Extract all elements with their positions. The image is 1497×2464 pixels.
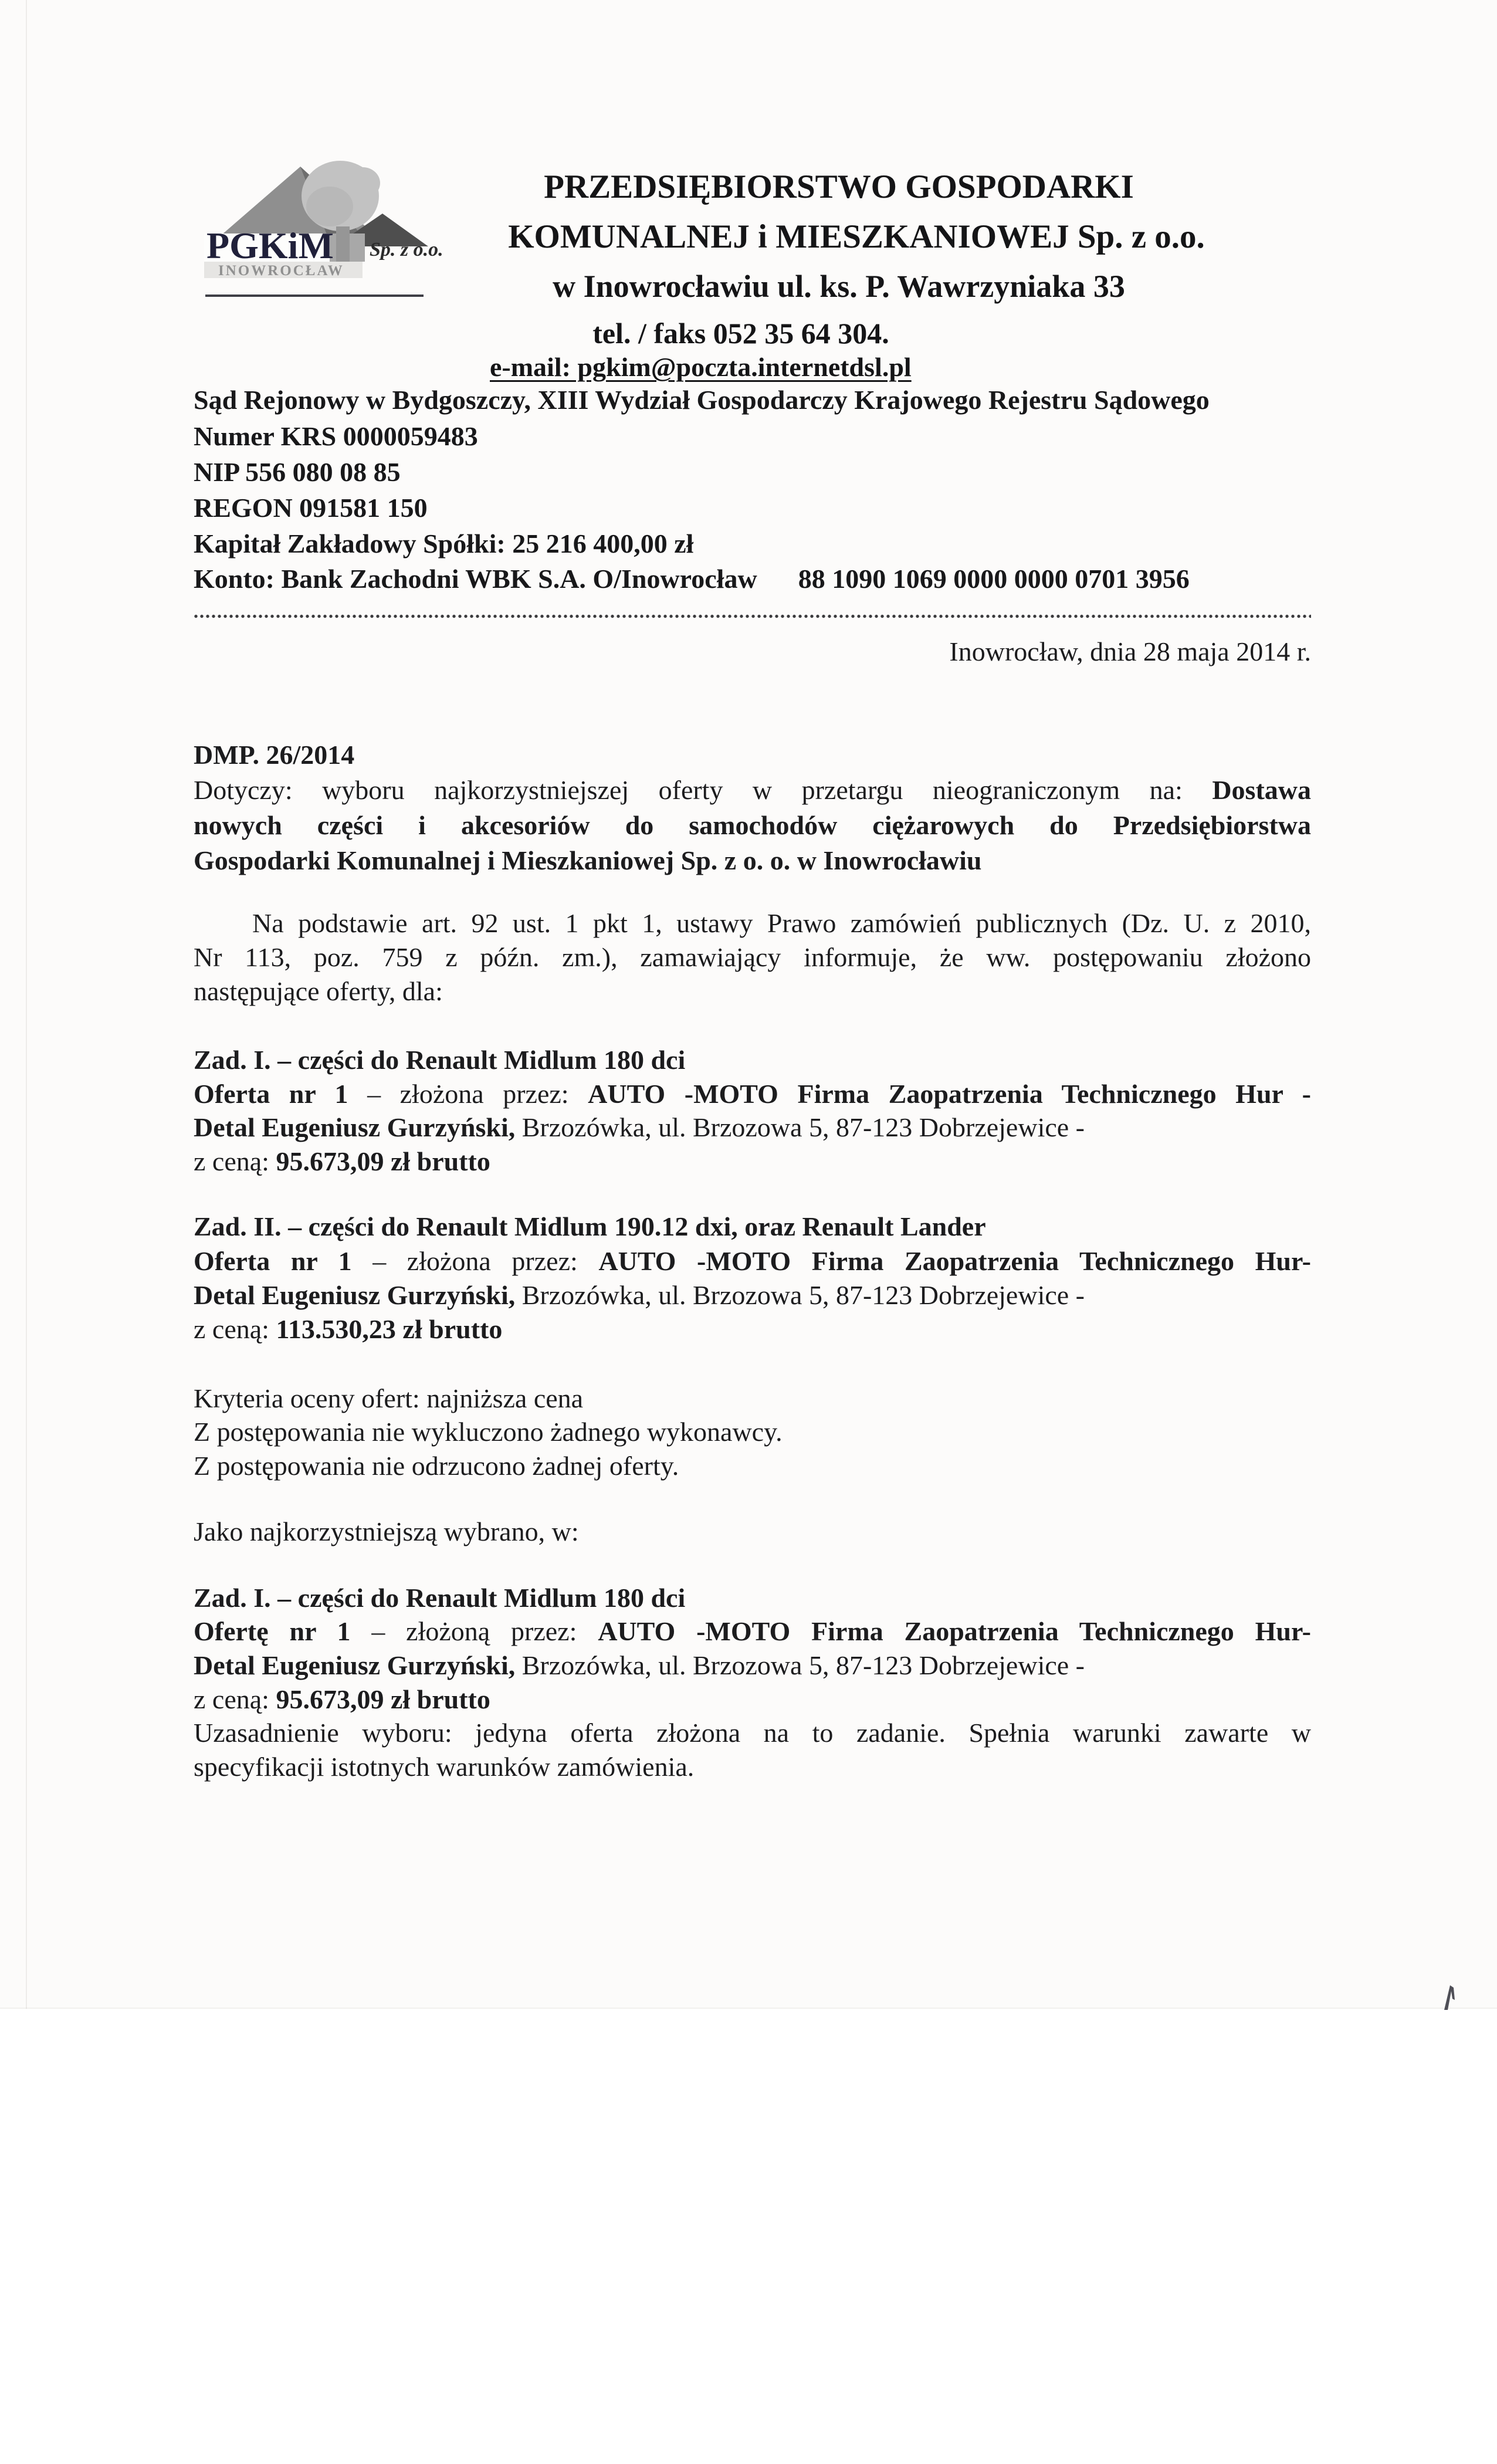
scan-left-edge <box>26 0 27 2009</box>
legal-basis-line-2: Nr 113, poz. 759 z późn. zm.), zamawiający informuje, że ww. postępowaniu złożono <box>194 942 1311 972</box>
legal-basis-line-3: następujące oferty, dla: <box>194 976 443 1006</box>
no-rejection-line: Z postępowania nie odrzucono żadnej oferty. <box>194 1451 679 1481</box>
task-1-offer-price: z ceną: 95.673,09 zł brutto <box>194 1146 490 1176</box>
no-exclusion-line: Z postępowania nie wykluczono żadnego wykonawcy. <box>194 1417 783 1447</box>
selection-intro-line: Jako najkorzystniejszą wybrano, w: <box>194 1517 579 1546</box>
task-1-offer-line-2: Detal Eugeniusz Gurzyński, Brzozówka, ul. Brzozowa 5, 87-123 Dobrzejewice - <box>194 1112 1085 1142</box>
registry-regon: REGON 091581 150 <box>194 493 428 523</box>
winner-offer-price: z ceną: 95.673,09 zł brutto <box>194 1684 490 1714</box>
registry-bank-account-label: Konto: Bank Zachodni WBK S.A. O/Inowrocław <box>194 564 757 594</box>
task-1-heading: Zad. I. – części do Renault Midlum 180 dci <box>194 1045 686 1075</box>
registry-capital: Kapitał Zakładowy Spółki: 25 216 400,00 zł <box>194 529 694 559</box>
legal-basis-line-1: Na podstawie art. 92 ust. 1 pkt 1, ustawy Prawo zamówień publicznych (Dz. U. z 2010, <box>252 908 1311 938</box>
registry-bank-account <box>194 562 1311 596</box>
logo-tree-crown-shade <box>306 187 353 226</box>
winner-offer-line-2: Detal Eugeniusz Gurzyński, Brzozówka, ul. Brzozowa 5, 87-123 Dobrzejewice - <box>194 1650 1085 1680</box>
registry-nip: NIP 556 080 08 85 <box>194 457 401 487</box>
letterhead-line-3: w Inowrocławiu ul. ks. P. Wawrzyniaka 33 <box>553 269 1125 304</box>
letterhead-line-1: PRZEDSIĘBIORSTWO GOSPODARKI <box>544 168 1134 205</box>
task-1-offer-line-1: Oferta nr 1 – złożona przez: AUTO -MOTO Firma Zaopatrzenia Technicznego Hur - <box>194 1079 1311 1109</box>
logo-underline-rule <box>205 295 424 297</box>
subject-line-2: nowych części i akcesoriów do samochodów ciężarowych do Przedsiębiorstwa <box>194 810 1311 840</box>
letterhead-email: e-mail: pgkim@poczta.internetdsl.pl <box>490 352 912 382</box>
dotted-separator <box>194 614 1311 619</box>
logo-acronym: PGKiM <box>206 225 334 266</box>
justification-line-1: Uzasadnienie wyboru: jedyna oferta złożona na to zadanie. Spełnia warunki zawarte w <box>194 1718 1311 1748</box>
logo-city: INOWROCŁAW <box>218 263 344 279</box>
task-2-heading: Zad. II. – części do Renault Midlum 190.12 dxi, oraz Renault Lander <box>194 1211 986 1241</box>
scan-bottom-edge <box>0 2008 1497 2009</box>
date-line: Inowrocław, dnia 28 maja 2014 r. <box>949 637 1311 666</box>
task-2-offer-price: z ceną: 113.530,23 zł brutto <box>194 1314 503 1344</box>
pen-check-mark <box>1443 1984 1462 2011</box>
winner-task-heading: Zad. I. – części do Renault Midlum 180 dci <box>194 1583 686 1613</box>
registry-bank-account-number: 88 1090 1069 0000 0000 0701 3956 <box>798 564 1190 594</box>
registry-krs: Numer KRS 0000059483 <box>194 421 478 451</box>
task-2-offer-line-1: Oferta nr 1 – złożona przez: AUTO -MOTO Firma Zaopatrzenia Technicznego Hur- <box>194 1246 1311 1276</box>
registry-court: Sąd Rejonowy w Bydgoszczy, XIII Wydział Gospodarczy Krajowego Rejestru Sądowego <box>194 385 1210 415</box>
letterhead-line-2: KOMUNALNEJ i MIESZKANIOWEJ Sp. z o.o. <box>508 218 1205 255</box>
subject-line-1: Dotyczy: wyboru najkorzystniejszej oferty w przetargu nieograniczonym na: Dostawa <box>194 775 1311 805</box>
criteria-line: Kryteria oceny ofert: najniższa cena <box>194 1383 584 1413</box>
justification-line-2: specyfikacji istotnych warunków zamówienia. <box>194 1752 695 1782</box>
task-2-offer-line-2: Detal Eugeniusz Gurzyński, Brzozówka, ul. Brzozowa 5, 87-123 Dobrzejewice - <box>194 1280 1085 1310</box>
winner-offer-line-1: Ofertę nr 1 – złożoną przez: AUTO -MOTO Firma Zaopatrzenia Technicznego Hur- <box>194 1616 1311 1646</box>
reference-number: DMP. 26/2014 <box>194 740 355 770</box>
letterhead-phone: tel. / faks 052 35 64 304. <box>592 317 889 350</box>
logo-tree-crown-bump <box>345 167 380 199</box>
subject-line-3: Gospodarki Komunalnej i Mieszkaniowej Sp. z o. o. w Inowrocławiu <box>194 845 982 875</box>
logo-company-suffix: Sp. z o.o. <box>370 239 443 260</box>
